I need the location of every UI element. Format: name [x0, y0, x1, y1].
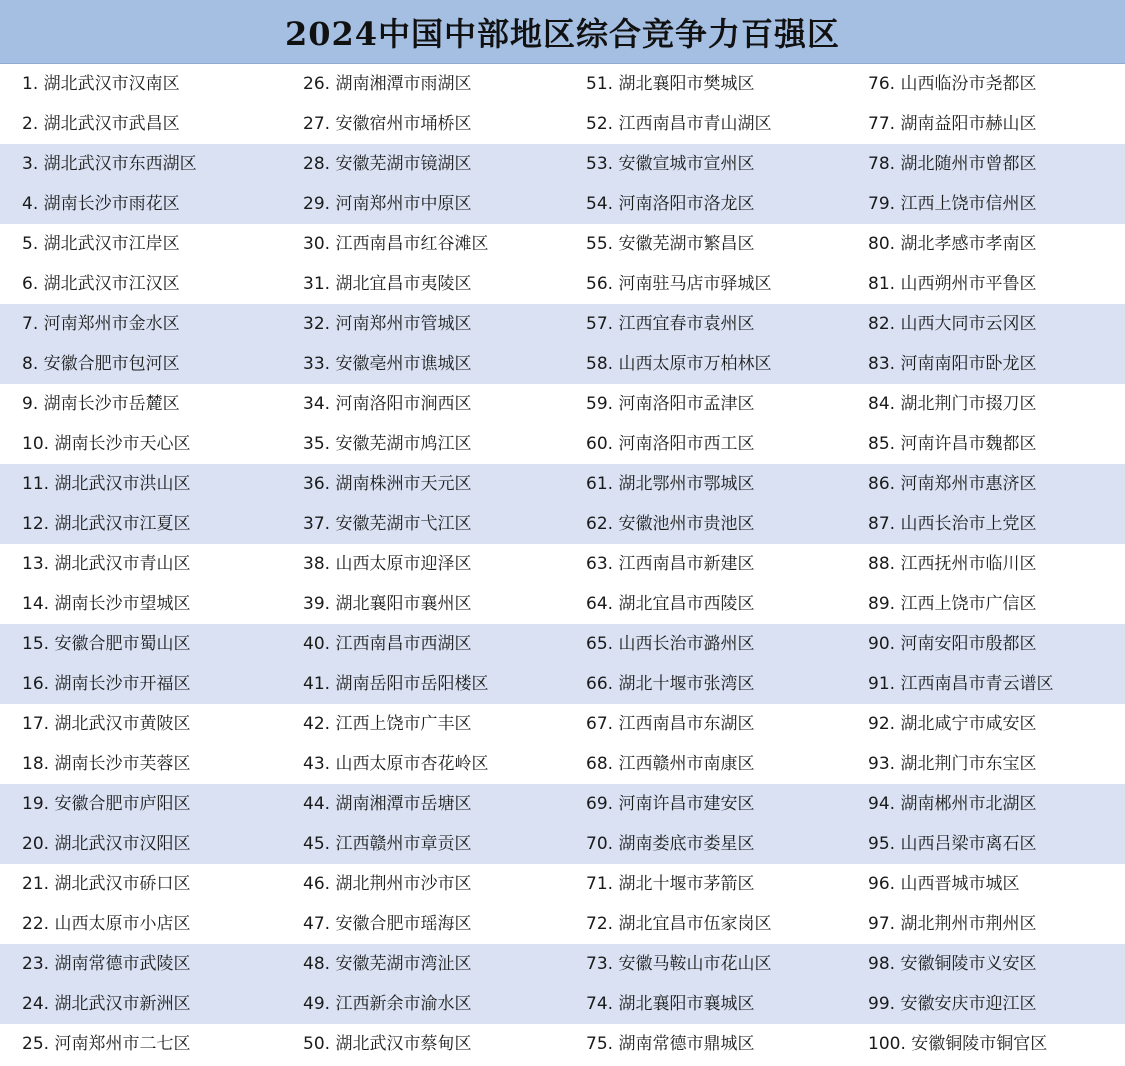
ranking-cell: 25. 河南郑州市二七区	[22, 1034, 191, 1054]
ranking-cell: 12. 湖北武汉市江夏区	[22, 514, 191, 534]
table-row	[0, 304, 1125, 344]
table-row	[0, 264, 1125, 304]
ranking-cell: 4. 湖南长沙市雨花区	[22, 194, 180, 214]
ranking-cell: 7. 河南郑州市金水区	[22, 314, 180, 334]
ranking-cell: 64. 湖北宜昌市西陵区	[586, 594, 755, 614]
ranking-cell: 27. 安徽宿州市埇桥区	[303, 114, 472, 134]
ranking-cell: 92. 湖北咸宁市咸安区	[868, 714, 1037, 734]
ranking-cell: 45. 江西赣州市章贡区	[303, 834, 472, 854]
ranking-cell: 41. 湖南岳阳市岳阳楼区	[303, 674, 489, 694]
ranking-cell: 62. 安徽池州市贵池区	[586, 514, 755, 534]
table-row	[0, 584, 1125, 624]
table-row	[0, 624, 1125, 664]
ranking-cell: 13. 湖北武汉市青山区	[22, 554, 191, 574]
table-row	[0, 904, 1125, 944]
ranking-cell: 55. 安徽芜湖市繁昌区	[586, 234, 755, 254]
ranking-cell: 56. 河南驻马店市驿城区	[586, 274, 772, 294]
ranking-cell: 40. 江西南昌市西湖区	[303, 634, 472, 654]
ranking-cell: 57. 江西宜春市袁州区	[586, 314, 755, 334]
table-row	[0, 704, 1125, 744]
ranking-cell: 99. 安徽安庆市迎江区	[868, 994, 1037, 1014]
ranking-cell: 46. 湖北荆州市沙市区	[303, 874, 472, 894]
ranking-cell: 43. 山西太原市杏花岭区	[303, 754, 489, 774]
table-row	[0, 344, 1125, 384]
ranking-cell: 51. 湖北襄阳市樊城区	[586, 74, 755, 94]
ranking-cell: 66. 湖北十堰市张湾区	[586, 674, 755, 694]
ranking-cell: 15. 安徽合肥市蜀山区	[22, 634, 191, 654]
ranking-cell: 84. 湖北荆门市掇刀区	[868, 394, 1037, 414]
ranking-cell: 11. 湖北武汉市洪山区	[22, 474, 191, 494]
ranking-cell: 73. 安徽马鞍山市花山区	[586, 954, 772, 974]
ranking-cell: 17. 湖北武汉市黄陂区	[22, 714, 191, 734]
ranking-cell: 33. 安徽亳州市谯城区	[303, 354, 472, 374]
ranking-cell: 81. 山西朔州市平鲁区	[868, 274, 1037, 294]
ranking-cell: 63. 江西南昌市新建区	[586, 554, 755, 574]
ranking-cell: 98. 安徽铜陵市义安区	[868, 954, 1037, 974]
ranking-cell: 58. 山西太原市万柏林区	[586, 354, 772, 374]
ranking-cell: 2. 湖北武汉市武昌区	[22, 114, 180, 134]
ranking-cell: 86. 河南郑州市惠济区	[868, 474, 1037, 494]
table-row	[0, 664, 1125, 704]
ranking-cell: 60. 河南洛阳市西工区	[586, 434, 755, 454]
ranking-table	[0, 64, 1125, 1064]
ranking-cell: 89. 江西上饶市广信区	[868, 594, 1037, 614]
ranking-cell: 30. 江西南昌市红谷滩区	[303, 234, 489, 254]
table-row	[0, 104, 1125, 144]
ranking-cell: 69. 河南许昌市建安区	[586, 794, 755, 814]
ranking-cell: 10. 湖南长沙市天心区	[22, 434, 191, 454]
ranking-cell: 90. 河南安阳市殷都区	[868, 634, 1037, 654]
ranking-cell: 95. 山西吕梁市离石区	[868, 834, 1037, 854]
ranking-cell: 83. 河南南阳市卧龙区	[868, 354, 1037, 374]
ranking-cell: 93. 湖北荆门市东宝区	[868, 754, 1037, 774]
ranking-cell: 79. 江西上饶市信州区	[868, 194, 1037, 214]
table-row	[0, 224, 1125, 264]
ranking-cell: 37. 安徽芜湖市弋江区	[303, 514, 472, 534]
table-row	[0, 944, 1125, 984]
table-row	[0, 784, 1125, 824]
ranking-cell: 29. 河南郑州市中原区	[303, 194, 472, 214]
ranking-cell: 72. 湖北宜昌市伍家岗区	[586, 914, 772, 934]
ranking-cell: 3. 湖北武汉市东西湖区	[22, 154, 197, 174]
ranking-cell: 52. 江西南昌市青山湖区	[586, 114, 772, 134]
ranking-cell: 28. 安徽芜湖市镜湖区	[303, 154, 472, 174]
ranking-cell: 42. 江西上饶市广丰区	[303, 714, 472, 734]
ranking-cell: 53. 安徽宣城市宣州区	[586, 154, 755, 174]
ranking-cell: 100. 安徽铜陵市铜官区	[868, 1034, 1048, 1054]
ranking-cell: 22. 山西太原市小店区	[22, 914, 191, 934]
table-row	[0, 184, 1125, 224]
ranking-cell: 96. 山西晋城市城区	[868, 874, 1020, 894]
ranking-cell: 77. 湖南益阳市赫山区	[868, 114, 1037, 134]
ranking-cell: 61. 湖北鄂州市鄂城区	[586, 474, 755, 494]
page-title: 2024中国中部地区综合竞争力百强区	[284, 14, 841, 53]
ranking-cell: 88. 江西抚州市临川区	[868, 554, 1037, 574]
ranking-cell: 54. 河南洛阳市洛龙区	[586, 194, 755, 214]
ranking-cell: 65. 山西长治市潞州区	[586, 634, 755, 654]
ranking-cell: 6. 湖北武汉市江汉区	[22, 274, 180, 294]
ranking-cell: 18. 湖南长沙市芙蓉区	[22, 754, 191, 774]
ranking-cell: 1. 湖北武汉市汉南区	[22, 74, 180, 94]
table-row	[0, 424, 1125, 464]
ranking-cell: 5. 湖北武汉市江岸区	[22, 234, 180, 254]
ranking-cell: 85. 河南许昌市魏都区	[868, 434, 1037, 454]
ranking-cell: 91. 江西南昌市青云谱区	[868, 674, 1054, 694]
table-row	[0, 504, 1125, 544]
ranking-cell: 39. 湖北襄阳市襄州区	[303, 594, 472, 614]
ranking-cell: 48. 安徽芜湖市湾沚区	[303, 954, 472, 974]
table-row	[0, 64, 1125, 104]
ranking-cell: 74. 湖北襄阳市襄城区	[586, 994, 755, 1014]
ranking-cell: 34. 河南洛阳市涧西区	[303, 394, 472, 414]
ranking-cell: 70. 湖南娄底市娄星区	[586, 834, 755, 854]
ranking-cell: 24. 湖北武汉市新洲区	[22, 994, 191, 1014]
table-row	[0, 744, 1125, 784]
table-row	[0, 384, 1125, 424]
ranking-cell: 31. 湖北宜昌市夷陵区	[303, 274, 472, 294]
title-bar	[0, 0, 1125, 64]
ranking-cell: 59. 河南洛阳市孟津区	[586, 394, 755, 414]
table-row	[0, 864, 1125, 904]
ranking-cell: 14. 湖南长沙市望城区	[22, 594, 191, 614]
ranking-cell: 97. 湖北荆州市荆州区	[868, 914, 1037, 934]
ranking-cell: 16. 湖南长沙市开福区	[22, 674, 191, 694]
ranking-cell: 9. 湖南长沙市岳麓区	[22, 394, 180, 414]
ranking-cell: 82. 山西大同市云冈区	[868, 314, 1037, 334]
ranking-cell: 35. 安徽芜湖市鸠江区	[303, 434, 472, 454]
ranking-cell: 67. 江西南昌市东湖区	[586, 714, 755, 734]
ranking-cell: 19. 安徽合肥市庐阳区	[22, 794, 191, 814]
ranking-cell: 71. 湖北十堰市茅箭区	[586, 874, 755, 894]
ranking-cell: 87. 山西长治市上党区	[868, 514, 1037, 534]
ranking-cell: 94. 湖南郴州市北湖区	[868, 794, 1037, 814]
ranking-cell: 47. 安徽合肥市瑶海区	[303, 914, 472, 934]
ranking-cell: 68. 江西赣州市南康区	[586, 754, 755, 774]
ranking-cell: 21. 湖北武汉市硚口区	[22, 874, 191, 894]
ranking-cell: 26. 湖南湘潭市雨湖区	[303, 74, 472, 94]
ranking-cell: 8. 安徽合肥市包河区	[22, 354, 180, 374]
ranking-cell: 36. 湖南株洲市天元区	[303, 474, 472, 494]
ranking-cell: 44. 湖南湘潭市岳塘区	[303, 794, 472, 814]
ranking-cell: 50. 湖北武汉市蔡甸区	[303, 1034, 472, 1054]
table-row	[0, 144, 1125, 184]
table-row	[0, 464, 1125, 504]
table-row	[0, 544, 1125, 584]
ranking-cell: 80. 湖北孝感市孝南区	[868, 234, 1037, 254]
ranking-cell: 23. 湖南常德市武陵区	[22, 954, 191, 974]
ranking-cell: 38. 山西太原市迎泽区	[303, 554, 472, 574]
ranking-cell: 49. 江西新余市渝水区	[303, 994, 472, 1014]
ranking-cell: 78. 湖北随州市曾都区	[868, 154, 1037, 174]
table-row	[0, 824, 1125, 864]
table-row	[0, 1024, 1125, 1064]
table-row	[0, 984, 1125, 1024]
ranking-cell: 20. 湖北武汉市汉阳区	[22, 834, 191, 854]
ranking-cell: 32. 河南郑州市管城区	[303, 314, 472, 334]
ranking-cell: 76. 山西临汾市尧都区	[868, 74, 1037, 94]
ranking-cell: 75. 湖南常德市鼎城区	[586, 1034, 755, 1054]
